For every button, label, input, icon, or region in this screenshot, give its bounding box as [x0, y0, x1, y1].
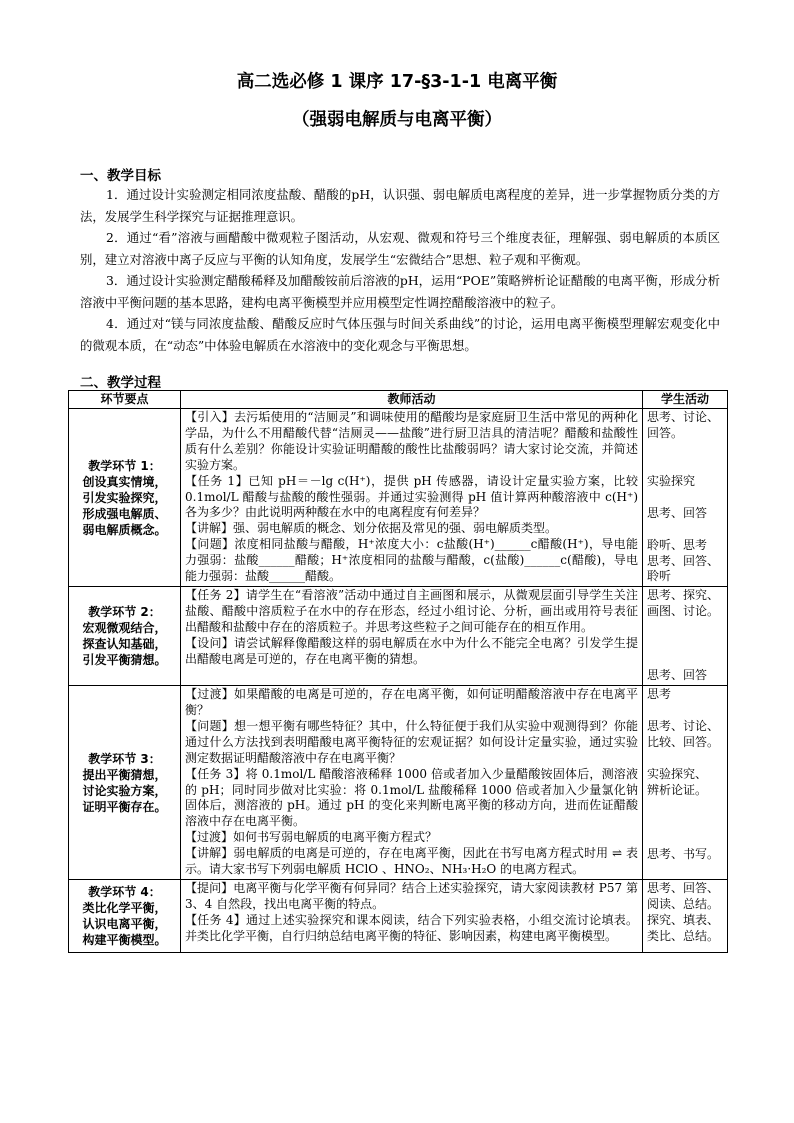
student-activity-line: 思考、探究、 [647, 588, 720, 603]
table-row [69, 409, 728, 587]
stage-line: 引发平衡猜想。 [82, 653, 167, 668]
teaching-process-table [68, 390, 728, 953]
stage-cell [69, 409, 181, 587]
stage-line: 讨论实验方案， [82, 783, 167, 798]
column-header-student: 学生活动 [643, 391, 728, 409]
document-title: 高二选必修 1 课序 17-§3-1-1 电离平衡 [236, 72, 558, 92]
teacher-activity-item: 【任务 2】请学生在“看溶液”活动中通过自主画图和展示，从微观层面引导学生关注盐酸、醋酸中溶质粒子在水中的存在形态，经过小组讨论、分析，画出或用符号表征出醋酸和盐酸中存在的溶质粒子。并思考这些粒子之间可能存在的相互作用。 [185, 588, 638, 635]
student-activity-line: 画图、讨论。 [647, 604, 720, 619]
student-activity-line: 思考、回答 [647, 505, 708, 520]
objective-item: 2．通过“看”溶液与画醋酸中微观粒子图活动，从宏观、微观和符号三个维度表征，理解强、弱电解质的本质区别，建立对溶液中离子反应与平衡的认知角度，发展学生“宏微结合”思想、粒子观和平衡观。 [80, 230, 720, 267]
table-row [69, 686, 728, 880]
teacher-activity-item: 【任务 3】将 0.1mol/L 醋酸溶液稀释 1000 倍或者加入少量醋酸铵固体后，测溶液的 pH；同时同步做对比实验：将 0.1mol/L 盐酸稀释 1000 倍或者加入少量氯化钠固体后，测溶液的 pH。通过 pH 的变化来判断电离平衡的移动方向，进而佐证醋酸溶液中存在电离平衡。 [185, 766, 638, 829]
student-activity-line: 实验探究 [647, 473, 696, 488]
teacher-activity-item: 【任务 4】通过上述实验探究和课本阅读，结合下列实验表格，小组交流讨论填表。并类比化学平衡，自行归纳总结电离平衡的特征、影响因素，构建电离平衡模型。 [185, 912, 638, 943]
student-activity-line: 思考、讨论、 [647, 410, 720, 424]
stage-line: 教学环节 1： [88, 458, 161, 473]
student-activity-line: 类比、总结。 [647, 928, 720, 943]
teacher-activity-item: 【问题】想一想平衡有哪些特征？其中，什么特征便于我们从实验中观测得到？你能通过什么方法找到表明醋酸电离平衡特征的宏观证据？如何设计定量实验，通过实验测定数据证明醋酸溶液中存在电离平衡？ [185, 718, 638, 765]
student-activity-cell [643, 686, 728, 880]
objective-item: 3．通过设计实验测定醋酸稀释及加醋酸铵前后溶液的pH，运用“POE”策略辨析论证醋酸的电离平衡，形成分析溶液中平衡问题的基本思路，建构电离平衡模型并应用模型定性调控醋酸溶液中的粒子。 [80, 273, 720, 310]
stage-line: 教学环节 4： [88, 884, 161, 899]
stage-line: 宏观微观结合， [82, 621, 167, 636]
teacher-activity-item: 【提问】电离平衡与化学平衡有何异同？结合上述实验探究，请大家阅读教材 P57 第 3、4 自然段，找出电离平衡的特点。 [185, 880, 638, 911]
document-subtitle: （强弱电解质与电离平衡） [292, 110, 502, 130]
section-heading-process: 二、教学过程 [80, 375, 161, 391]
column-header-stage: 环节要点 [69, 391, 181, 409]
stage-line: 引发实验探究， [82, 490, 167, 505]
student-activity-line: 比较、回答。 [647, 734, 720, 749]
student-activity-line: 聆听 [647, 569, 672, 584]
teacher-activity-cell [181, 587, 643, 686]
student-activity-line: 辨析论证。 [647, 782, 708, 797]
stage-line: 探查认知基础， [82, 637, 167, 652]
stage-line: 弱电解质概念。 [82, 522, 167, 537]
teacher-activity-item: 【引入】去污垢使用的“洁厕灵”和调味使用的醋酸均是家庭厨卫生活中常见的两种化学品，为什么不用醋酸代替“洁厕灵——盐酸”进行厨卫洁具的清洁呢？醋酸和盐酸性质有什么差别？你能设计实验证明醋酸的酸性比盐酸弱吗？请大家讨论交流，并简述实验方案。 [185, 410, 638, 472]
student-activity-cell [643, 409, 728, 587]
student-activity-line: 探究、填表、 [647, 912, 720, 927]
stage-line: 认识电离平衡， [82, 916, 167, 931]
student-activity-line: 思考 [647, 687, 672, 702]
student-activity-line: 实验探究、 [647, 766, 708, 781]
stage-line: 类比化学平衡， [82, 900, 167, 915]
stage-cell [69, 587, 181, 686]
stage-cell [69, 879, 181, 952]
student-activity-line: 思考、回答、 [647, 553, 720, 568]
table-header-row [69, 391, 728, 409]
stage-cell [69, 686, 181, 880]
student-activity-line: 思考、讨论、 [647, 718, 720, 733]
teacher-activity-cell [181, 686, 643, 880]
section-heading-objectives: 一、教学目标 [80, 168, 161, 184]
stage-line: 教学环节 3： [88, 751, 161, 766]
teacher-activity-item: 【任务 1】已知 pH＝－lg c(H⁺)，提供 pH 传感器，请设计定量实验方案，比较 0.1mol/L 醋酸与盐酸的酸性强弱。并通过实验测得 pH 值计算两种酸溶液中 c(H⁺)各为多少？由此说明两种酸在水中的电离程度有何差异？ [185, 473, 638, 520]
teacher-activity-item: 【设问】请尝试解释像醋酸这样的弱电解质在水中为什么不能完全电离？引发学生提出醋酸电离是可逆的，存在电离平衡的猜想。 [185, 636, 638, 666]
table-row [69, 587, 728, 686]
table-row [69, 879, 728, 952]
teacher-activity-item: 【讲解】强、弱电解质的概念、划分依据及常见的强、弱电解质类型。 [185, 521, 558, 536]
student-activity-line: 思考、书写。 [647, 846, 720, 861]
teacher-activity-item: 【过渡】如果醋酸的电离是可逆的，存在电离平衡，如何证明醋酸溶液中存在电离平衡？ [185, 687, 638, 717]
stage-line: 构建平衡模型。 [82, 932, 167, 947]
teacher-activity-item: 【问题】浓度相同盐酸与醋酸，H⁺浓度大小：c盐酸(H⁺)______c醋酸(H⁺)，导电能力强弱：盐酸______醋酸；H⁺浓度相同的盐酸与醋酸，c(盐酸)______c(醋酸)，导电能力强弱：盐酸______醋酸。 [185, 537, 638, 584]
student-activity-line: 思考、回答 [647, 668, 708, 683]
stage-line: 提出平衡猜想， [82, 767, 167, 782]
student-activity-line: 回答。 [647, 425, 684, 440]
teacher-activity-cell [181, 409, 643, 587]
teacher-activity-item: 【过渡】如何书写弱电解质的电离平衡方程式？ [185, 830, 438, 845]
student-activity-line: 阅读、总结。 [647, 896, 720, 911]
student-activity-cell [643, 587, 728, 686]
column-header-teacher: 教师活动 [181, 391, 643, 409]
teacher-activity-cell [181, 879, 643, 952]
stage-line: 教学环节 2： [88, 605, 161, 620]
stage-line: 证明平衡存在。 [82, 799, 167, 814]
student-activity-line: 聆听、思考 [647, 537, 708, 552]
objective-item: 4．通过对“镁与同浓度盐酸、醋酸反应时气体压强与时间关系曲线”的讨论，运用电离平衡模型理解宏观变化中的微观本质，在“动态”中体验电解质在水溶液中的变化观念与平衡思想。 [80, 316, 720, 353]
teacher-activity-item: 【讲解】弱电解质的电离是可逆的，存在电离平衡，因此在书写电离方程式时用 ⇌ 表示。请大家书写下列弱电解质 HClO 、HNO₂、NH₃·H₂O 的电离方程式。 [185, 846, 638, 877]
stage-line: 形成强电解质、 [82, 506, 167, 521]
student-activity-cell [643, 879, 728, 952]
stage-line: 创设真实情境， [82, 474, 167, 489]
student-activity-line: 思考、回答、 [647, 880, 720, 895]
objective-item: 1．通过设计实验测定相同浓度盐酸、醋酸的pH，认识强、弱电解质电离程度的差异，进一步掌握物质分类的方法，发展学生科学探究与证据推理意识。 [80, 187, 720, 224]
objectives-list [80, 184, 720, 356]
